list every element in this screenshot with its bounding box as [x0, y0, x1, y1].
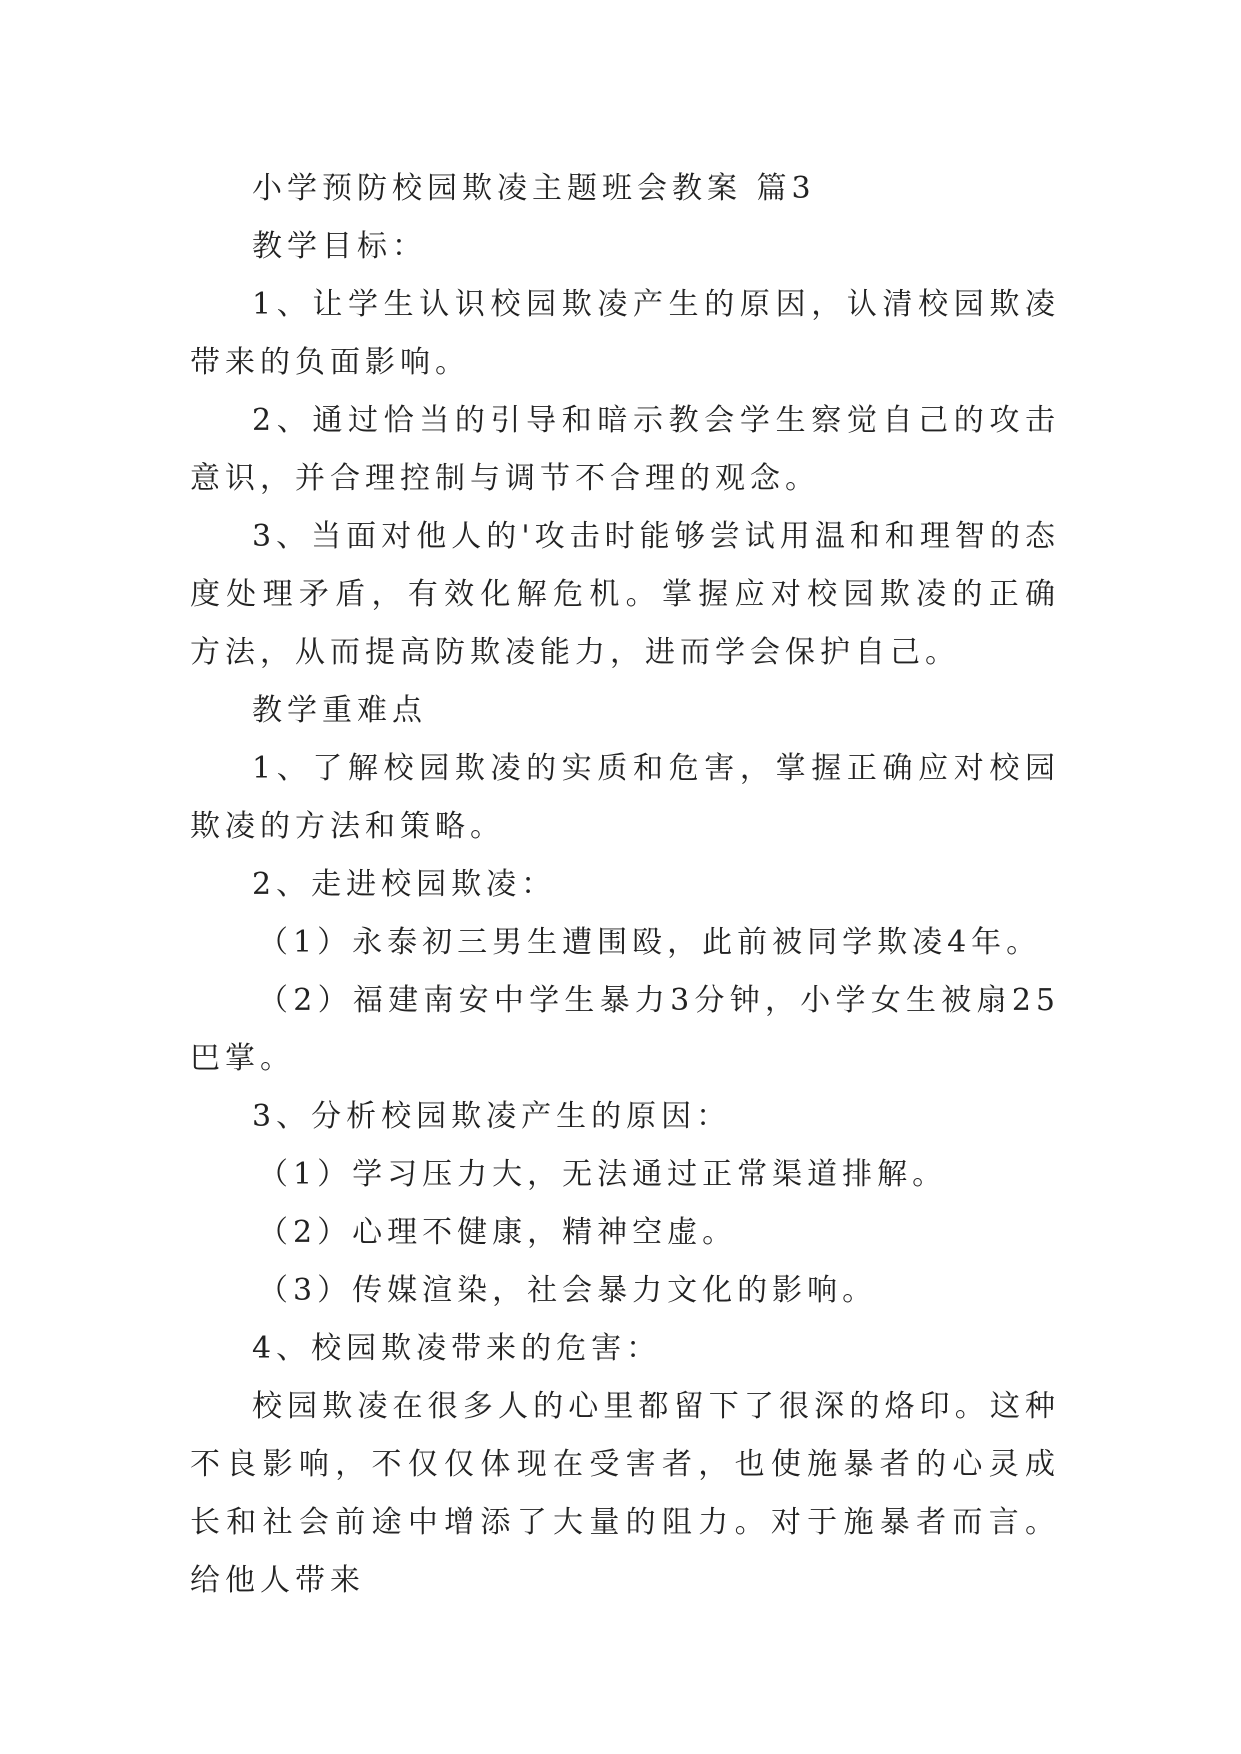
case-2: （2）福建南安中学生暴力3分钟，小学女生被扇25巴掌。	[190, 983, 1060, 1076]
section-heading-key-points: 教学重难点	[252, 693, 427, 728]
cause-1: （1）学习压力大，无法通过正常渠道排解。	[258, 1157, 948, 1192]
document-body	[190, 160, 1060, 1610]
key-point-3: 3、分析校园欺凌产生的原因：	[252, 1099, 732, 1134]
objective-1: 1、让学生认识校园欺凌产生的原因，认清校园欺凌带来的负面影响。	[190, 287, 1060, 380]
case-1: （1）永泰初三男生遭围殴，此前被同学欺凌4年。	[258, 925, 1042, 960]
cause-3: （3）传媒渲染，社会暴力文化的影响。	[258, 1273, 878, 1308]
key-point-1: 1、了解校园欺凌的实质和危害，掌握正确应对校园欺凌的方法和策略。	[190, 751, 1060, 844]
harm-paragraph: 校园欺凌在很多人的心里都留下了很深的烙印。这种不良影响，不仅仅体现在受害者，也使施暴者的心灵成长和社会前途中增添了大量的阻力。对于施暴者而言。给他人带来	[190, 1389, 1060, 1598]
key-point-2: 2、走进校园欺凌：	[252, 867, 557, 902]
document-title: 小学预防校园欺凌主题班会教案 篇3	[252, 171, 816, 206]
objective-2: 2、通过恰当的引导和暗示教会学生察觉自己的攻击意识，并合理控制与调节不合理的观念。	[190, 403, 1060, 496]
cause-2: （2）心理不健康，精神空虚。	[258, 1215, 738, 1250]
key-point-4: 4、校园欺凌带来的危害：	[252, 1331, 662, 1366]
objective-3: 3、当面对他人的'攻击时能够尝试用温和和理智的态度处理矛盾，有效化解危机。掌握应对校园欺凌的正确方法，从而提高防欺凌能力，进而学会保护自己。	[190, 519, 1060, 670]
section-heading-objectives: 教学目标：	[252, 229, 427, 264]
